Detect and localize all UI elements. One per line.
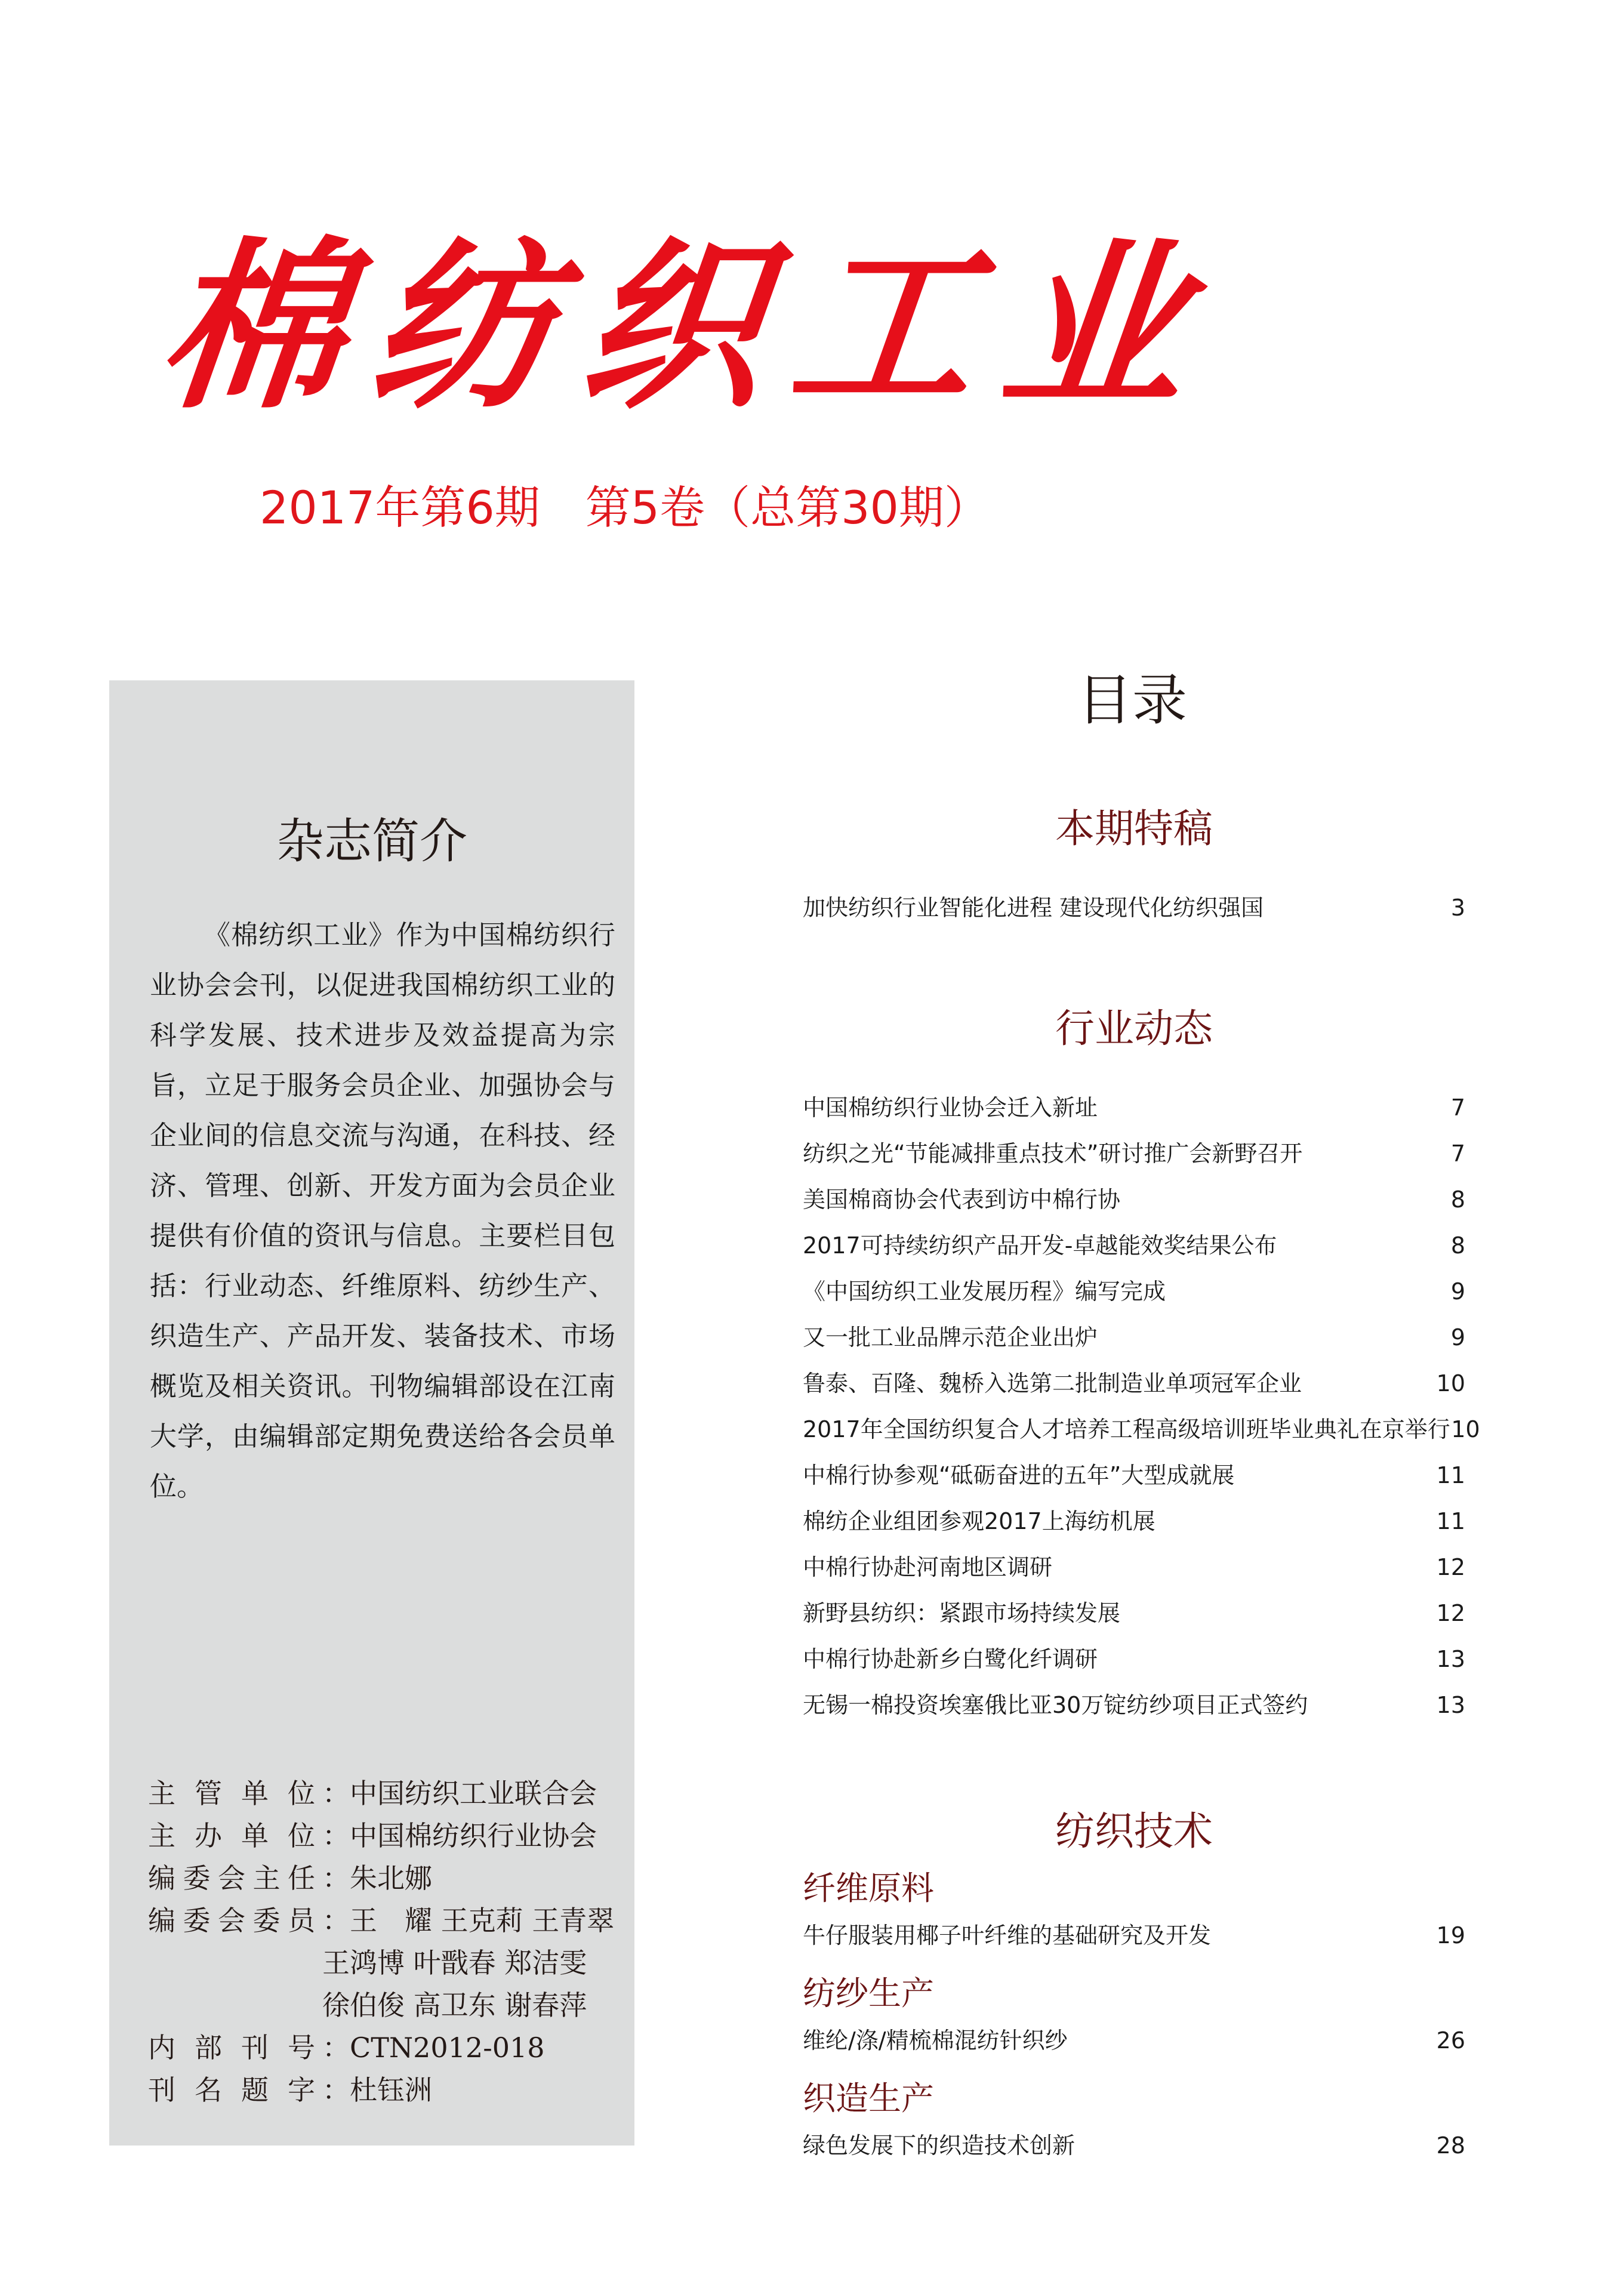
- toc-item-page: 12: [1436, 1600, 1465, 1626]
- toc-item[interactable]: [803, 1917, 1465, 1963]
- issue-line: 2017年第6期 第5卷（总第30期）: [260, 481, 990, 534]
- toc-item-title: 2017可持续纺织产品开发-卓越能效奖结果公布: [803, 1232, 1277, 1259]
- toc-item-page: 8: [1450, 1232, 1465, 1259]
- toc-item-page: 26: [1436, 2027, 1465, 2054]
- subsection-heading-fiber: 纤维原料: [803, 1869, 935, 1907]
- toc-item[interactable]: [803, 1365, 1465, 1411]
- toc-list-spinning: [803, 2022, 1465, 2068]
- toc-item-title: 2017年全国纺织复合人才培养工程高级培训班毕业典礼在京举行: [803, 1416, 1450, 1442]
- toc-item-page: 12: [1436, 1554, 1465, 1580]
- toc-item-title: 又一批工业品牌示范企业出炉: [803, 1324, 1098, 1351]
- toc-item[interactable]: [803, 1595, 1465, 1641]
- toc-item[interactable]: [803, 1089, 1465, 1135]
- toc-item-page: 9: [1450, 1324, 1465, 1351]
- toc-item[interactable]: [803, 1181, 1465, 1227]
- credit-director: 编委会主任 ： 朱北娜: [148, 1862, 432, 1894]
- toc-list-feature: [803, 889, 1465, 935]
- credit-members-line-3: 徐伯俊 高卫东 谢春萍: [322, 1989, 587, 2021]
- masthead-logo: 棉纺织工业: [150, 220, 1226, 433]
- toc-item-page: 11: [1436, 1462, 1465, 1488]
- toc-item-title: 中棉行协赴河南地区调研: [803, 1554, 1053, 1580]
- toc-item-page: 3: [1450, 895, 1465, 921]
- toc-item-title: 维纶/涤/精梳棉混纺针织纱: [803, 2027, 1068, 2054]
- credit-members-line-2: 王鸿博 叶戬春 郑洁雯: [322, 1947, 587, 1979]
- toc-item-title: 中棉行协赴新乡白鹭化纤调研: [803, 1646, 1098, 1672]
- toc-item[interactable]: [803, 889, 1465, 935]
- intro-title: 杂志简介: [276, 813, 467, 869]
- toc-item-title: 加快纺织行业智能化进程 建设现代化纺织强国: [803, 895, 1264, 921]
- toc-item[interactable]: [803, 1411, 1480, 1457]
- section-heading-tech: 纺织技术: [1055, 1808, 1213, 1854]
- toc-item-page: 9: [1450, 1278, 1465, 1305]
- toc-item-title: 中棉行协参观“砥砺奋进的五年”大型成就展: [803, 1462, 1235, 1488]
- toc-item[interactable]: [803, 1135, 1465, 1181]
- toc-item[interactable]: [803, 1503, 1465, 1549]
- toc-item[interactable]: [803, 1227, 1465, 1273]
- toc-item-title: 棉纺企业组团参观2017上海纺机展: [803, 1508, 1155, 1534]
- toc-item[interactable]: [803, 2127, 1465, 2173]
- toc-item-page: 13: [1436, 1692, 1465, 1718]
- section-heading-feature: 本期特稿: [1055, 806, 1213, 852]
- toc-item-title: 无锡一棉投资埃塞俄比亚30万锭纺纱项目正式签约: [803, 1692, 1308, 1718]
- toc-item-page: 11: [1436, 1508, 1465, 1534]
- credit-supervisor: 主管单位 ： 中国纺织工业联合会: [148, 1777, 597, 1810]
- subsection-heading-weaving: 织造生产: [803, 2079, 935, 2117]
- toc-item[interactable]: [803, 2022, 1465, 2068]
- section-heading-news: 行业动态: [1055, 1006, 1213, 1052]
- toc-item-page: 19: [1436, 1922, 1465, 1949]
- subsection-heading-spinning: 纺纱生产: [803, 1974, 935, 2012]
- toc-item-title: 新野县纺织：紧跟市场持续发展: [803, 1600, 1121, 1626]
- toc-item-title: 纺织之光“节能减排重点技术”研讨推广会新野召开: [803, 1140, 1303, 1167]
- credit-sponsor: 主办单位 ： 中国棉纺织行业协会: [148, 1820, 597, 1852]
- toc-item-page: 10: [1436, 1370, 1465, 1397]
- intro-panel: [109, 680, 634, 2146]
- toc-item-title: 绿色发展下的织造技术创新: [803, 2132, 1076, 2159]
- toc-item-title: 鲁泰、百隆、魏桥入选第二批制造业单项冠军企业: [803, 1370, 1302, 1397]
- toc-item-title: 《中国纺织工业发展历程》编写完成: [803, 1278, 1166, 1305]
- toc-list-news: [803, 1089, 1480, 1733]
- toc-item-page: 13: [1436, 1646, 1465, 1672]
- toc-item[interactable]: [803, 1319, 1465, 1365]
- toc-item[interactable]: [803, 1457, 1465, 1503]
- toc-item[interactable]: [803, 1273, 1465, 1319]
- toc-item-title: 美国棉商协会代表到访中棉行协: [803, 1186, 1121, 1213]
- toc-item[interactable]: [803, 1549, 1465, 1595]
- credits: [148, 1773, 614, 2111]
- toc-list-weaving: [803, 2127, 1465, 2173]
- toc-title: 目录: [1077, 668, 1188, 732]
- toc-list-fiber: [803, 1917, 1465, 1963]
- toc-item[interactable]: [803, 1687, 1465, 1733]
- toc-item[interactable]: [803, 1641, 1465, 1687]
- credit-calligraphy: 刊名题字 ： 杜钰洲: [148, 2074, 432, 2106]
- toc-item-page: 10: [1451, 1416, 1480, 1442]
- toc-item-page: 7: [1450, 1095, 1465, 1121]
- intro-body: 《棉纺织工业》作为中国棉纺织行业协会会刊，以促进我国棉纺织工业的科学发展、技术进步及效益提高为宗旨，立足于服务会员企业、加强协会与企业间的信息交流与沟通，在科技、经济、管理、创新、开发方面为会员企业提供有价值的资讯与信息。主要栏目包括：行业动态、纤维原料、纺纱生产、织造生产、产品开发、装备技术、市场概览及相关资讯。刊物编辑部设在江南大学，由编辑部定期免费送给各会员单位。: [150, 919, 615, 1502]
- credit-members: 编委会委员 ： 王 耀 王克莉 王青翠: [148, 1904, 615, 1937]
- toc-item-page: 7: [1450, 1140, 1465, 1167]
- toc-item-page: 8: [1450, 1186, 1465, 1213]
- toc-item-page: 28: [1436, 2132, 1465, 2159]
- toc-item-title: 中国棉纺织行业协会迁入新址: [803, 1095, 1098, 1121]
- toc-item-title: 牛仔服装用椰子叶纤维的基础研究及开发: [803, 1922, 1212, 1949]
- credit-serial: 内部刊号 ： CTN2012-018: [148, 2032, 545, 2064]
